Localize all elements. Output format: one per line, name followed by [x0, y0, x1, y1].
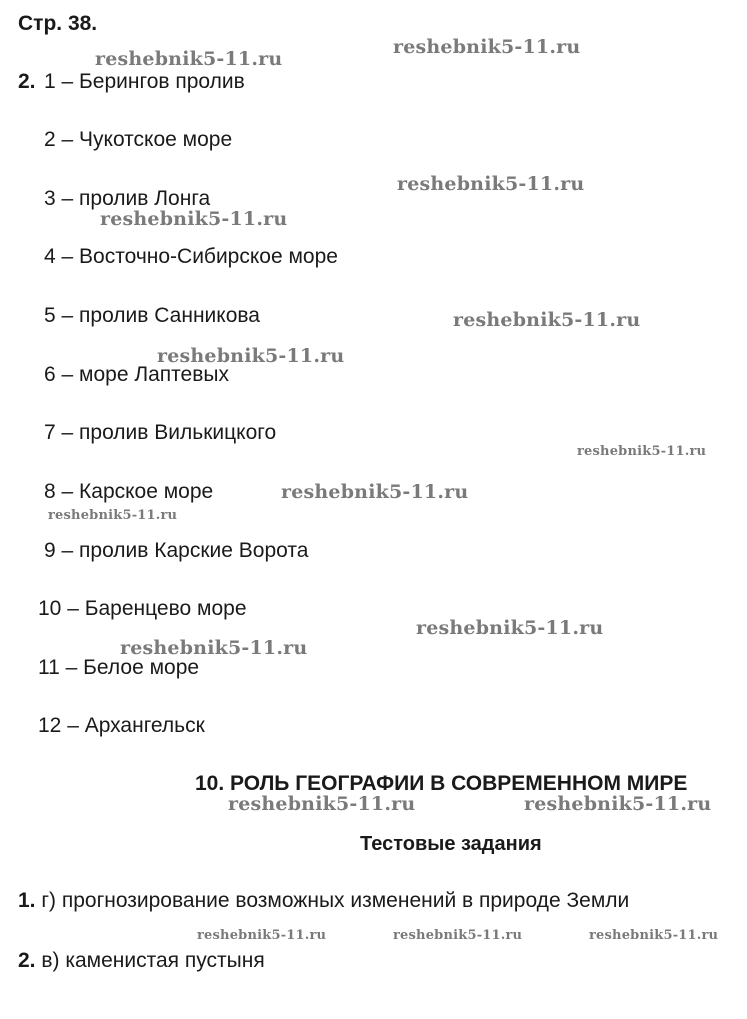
- watermark: reshebnik5-11.ru: [393, 928, 523, 943]
- watermark: reshebnik5-11.ru: [48, 508, 178, 523]
- answer-number: 2.: [18, 949, 36, 972]
- list-item: 6 – море Лаптевых: [44, 363, 229, 386]
- subsection-title: Тестовые задания: [360, 833, 542, 855]
- watermark: reshebnik5-11.ru: [100, 208, 288, 230]
- list-item: 7 – пролив Вилькицкого: [44, 421, 277, 444]
- answer-2: [18, 949, 265, 973]
- list-item: 8 – Карское море: [44, 480, 214, 503]
- answer-text: г) прогнозирование возможных изменений в природе Земли: [35, 889, 630, 912]
- page-header: Стр. 38.: [18, 12, 98, 35]
- watermark: reshebnik5-11.ru: [157, 345, 345, 367]
- watermark: reshebnik5-11.ru: [577, 444, 707, 459]
- list-item: 2 – Чукотское море: [44, 128, 233, 151]
- list-item: 9 – пролив Карские Ворота: [44, 539, 309, 562]
- answer-number: 1.: [18, 889, 36, 912]
- watermark: reshebnik5-11.ru: [589, 928, 719, 943]
- list-item: 12 – Архангельск: [38, 714, 205, 737]
- list-item: 5 – пролив Санникова: [44, 304, 260, 327]
- list-item: 4 – Восточно-Сибирское море: [44, 245, 338, 268]
- section-title: 10. РОЛЬ ГЕОГРАФИИ В СОВРЕМЕННОМ МИРЕ: [195, 772, 688, 795]
- watermark: reshebnik5-11.ru: [393, 36, 581, 58]
- list-item: 10 – Баренцево море: [38, 597, 247, 620]
- watermark: reshebnik5-11.ru: [416, 617, 604, 639]
- list-item: 1 – Берингов пролив: [44, 70, 245, 93]
- list-item: 11 – Белое море: [38, 656, 200, 679]
- watermark: reshebnik5-11.ru: [120, 637, 308, 659]
- watermark: reshebnik5-11.ru: [397, 173, 585, 195]
- watermark: reshebnik5-11.ru: [228, 793, 416, 815]
- task2-number: 2.: [18, 70, 36, 93]
- watermark: reshebnik5-11.ru: [281, 481, 469, 503]
- watermark: reshebnik5-11.ru: [524, 793, 712, 815]
- answer-1: [18, 889, 629, 913]
- watermark: reshebnik5-11.ru: [197, 928, 327, 943]
- watermark: reshebnik5-11.ru: [95, 48, 283, 70]
- answer-text: в) каменистая пустыня: [35, 949, 265, 972]
- list-item: 3 – пролив Лонга: [44, 187, 211, 210]
- watermark: reshebnik5-11.ru: [453, 309, 641, 331]
